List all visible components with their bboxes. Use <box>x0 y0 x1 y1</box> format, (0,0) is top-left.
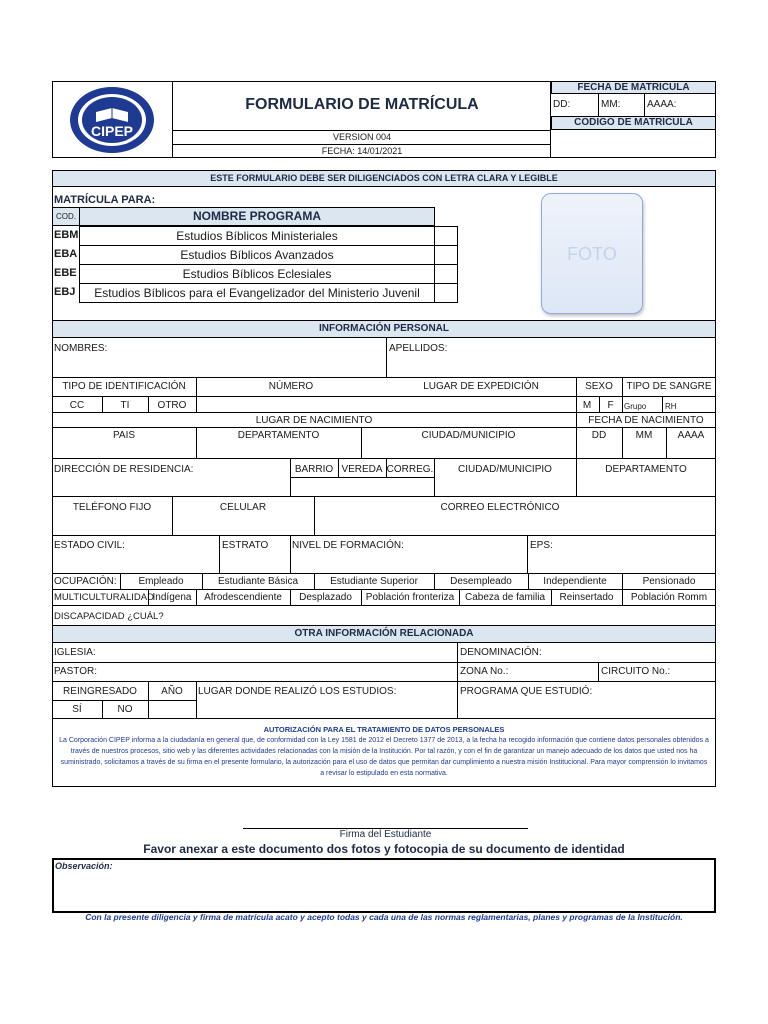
aaaa-divider <box>644 94 645 116</box>
mm-nac-label: MM <box>635 430 653 441</box>
ciudad-label: CIUDAD/MUNICIPIO <box>421 430 516 441</box>
correo-label[interactable]: CORREO ELECTRÓNICO <box>440 502 560 513</box>
photo-label: FOTO <box>567 244 617 264</box>
divider <box>598 663 599 682</box>
matricula-label: MATRÍCULA PARA: <box>54 194 156 206</box>
ocupacion-label: OCUPACIÓN: <box>54 576 117 587</box>
observacion-box[interactable] <box>52 858 716 913</box>
otra-info-header: OTRA INFORMACIÓN RELACIONADA <box>52 625 716 643</box>
aaaa-label: AAAA: <box>647 99 677 110</box>
ciudad2-label[interactable]: CIUDAD/MUNICIPIO <box>458 464 552 475</box>
celular-label[interactable]: CELULAR <box>219 502 267 513</box>
tipo-sangre-label: TIPO DE SANGRE <box>626 381 712 392</box>
program-name: Estudios Bíblicos Eclesiales <box>182 267 332 281</box>
divider <box>662 397 663 413</box>
anio-label: AÑO <box>161 686 183 697</box>
circuito-field[interactable]: CIRCUITO No.: <box>601 666 671 677</box>
divider <box>527 536 528 574</box>
divider <box>386 338 387 378</box>
program-row[interactable] <box>52 264 458 283</box>
tipo-id-label: TIPO DE IDENTIFICACIÓN <box>62 381 186 392</box>
lugar-exp-label: LUGAR DE EXPEDICIÓN <box>423 381 539 392</box>
aaaa-nac-label: AAAA <box>677 430 705 441</box>
barrio-label[interactable]: BARRIO <box>294 464 334 475</box>
no-option[interactable]: NO <box>117 704 133 715</box>
observacion-label: Observación: <box>55 861 113 871</box>
correg-label[interactable]: CORREG. <box>386 464 434 475</box>
numero-label: NÚMERO <box>268 381 314 392</box>
nombres-field[interactable]: NOMBRES: <box>54 343 108 354</box>
denominacion-field[interactable]: DENOMINACIÓN: <box>460 647 542 658</box>
rh-label: RH <box>665 402 677 411</box>
fecha-matricula-header: FECHA DE MATRICULA <box>551 81 716 94</box>
program-name: Estudios Bíblicos Ministeriales <box>176 229 338 243</box>
discapacidad-field[interactable]: DISCAPACIDAD ¿CUÁL? <box>54 611 164 622</box>
row-nombres <box>52 338 716 378</box>
program-name: Estudios Bíblicos para el Evangelizador del Ministerio Juvenil <box>94 286 420 300</box>
zona-field[interactable]: ZONA No.: <box>460 666 509 677</box>
ocupacion-option[interactable]: Estudiante Superior <box>330 576 418 587</box>
autorizacion-title: AUTORIZACIÓN PARA EL TRATAMIENTO DE DATOS PERSONALES <box>263 725 505 734</box>
program-row[interactable] <box>52 226 458 245</box>
program-check[interactable] <box>434 245 458 265</box>
ti-option[interactable]: TI <box>120 400 130 411</box>
notice-bar: ESTE FORMULARIO DEBE SER DILIGENCIADOS CON LETRA CLARA Y LEGIBLE <box>52 170 716 187</box>
logo-text: CIPEP <box>90 123 134 139</box>
multi-option[interactable]: Población fronteriza <box>365 592 455 603</box>
row-iglesia <box>52 643 716 663</box>
multi-option[interactable]: Población Romm <box>630 592 708 603</box>
program-check[interactable] <box>434 283 458 303</box>
cc-option[interactable]: CC <box>69 400 85 411</box>
multi-option[interactable]: Desplazado <box>299 592 352 603</box>
form-title: FORMULARIO DE MATRÍCULA <box>245 96 479 113</box>
program-code: EBE <box>54 267 77 279</box>
direccion-field[interactable]: DIRECCIÓN DE RESIDENCIA: <box>54 464 194 475</box>
fecha-nac-label: FECHA DE NACIMIENTO <box>588 415 704 426</box>
program-code: EBM <box>54 229 79 241</box>
ocupacion-option[interactable]: Desempleado <box>450 576 512 587</box>
nivel-field[interactable]: NIVEL DE FORMACIÓN: <box>292 540 404 551</box>
fecha-label: FECHA: 14/01/2021 <box>321 146 403 156</box>
sexo-label: SEXO <box>585 381 613 392</box>
program-table <box>52 207 458 302</box>
estado-civil-field[interactable]: ESTADO CIVIL: <box>54 540 125 551</box>
barrio-underline <box>290 459 434 478</box>
lugar-nac-label: LUGAR DE NACIMIENTO <box>255 415 373 426</box>
multi-option[interactable]: Afrodescendiente <box>204 592 282 603</box>
firma-label: Firma del Estudiante <box>339 829 432 840</box>
si-option[interactable]: SÍ <box>72 704 82 715</box>
program-code: EBA <box>54 248 78 260</box>
sexo-f-option[interactable]: F <box>607 400 614 411</box>
apellidos-field[interactable]: APELLIDOS: <box>389 343 448 354</box>
cipep-logo <box>68 86 156 154</box>
estrato-field[interactable]: ESTRATO <box>222 540 269 551</box>
multi-option[interactable]: Reinsertado <box>559 592 614 603</box>
ocupacion-option[interactable]: Independiente <box>543 576 607 587</box>
otro-option[interactable]: OTRO <box>157 400 187 411</box>
departamento-label: DEPARTAMENTO <box>237 430 320 441</box>
nombre-header-label: NOMBRE PROGRAMA <box>193 209 321 223</box>
divider <box>290 536 291 574</box>
ocupacion-option[interactable]: Estudiante Básica <box>217 576 299 587</box>
dd-label: DD: <box>553 99 571 110</box>
si-no-line <box>52 700 196 701</box>
lugar-estudios-field[interactable]: LUGAR DONDE REALIZÓ LOS ESTUDIOS: <box>198 686 397 697</box>
eps-field[interactable]: EPS: <box>530 540 553 551</box>
autorizacion-text: La Corporación CIPEP informa a la ciudadanía en general que, de conformidad con la Ley 1581 de 2012 el Decreto 1377 de 2013, a la fecha ha recogido información que contiene datos personales obtenidos a través de nuestros procesos, sitio web y las diferentes actividades relacionadas con la misión de la Institución. Por tal razón, y con el fin de garantizar un manejo adecuado de los datos que usted nos ha suministrado, solicitamos a través de su firma en el presente formulario, la autorización para el uso de datos que permitan dar cumplimiento a nuestra misión Institucional. Para mayor comprensión lo invitamos a revisar lo estipulado en esta normativa. <box>59 737 709 777</box>
iglesia-field[interactable]: IGLESIA: <box>54 647 96 658</box>
divider <box>196 682 197 719</box>
sexo-m-option[interactable]: M <box>582 400 592 411</box>
vereda-label[interactable]: VEREDA <box>341 464 383 475</box>
mm-label: MM: <box>601 99 621 110</box>
divider <box>219 536 220 574</box>
multi-option[interactable]: Indígena <box>152 592 192 603</box>
reingresado-label: REINGRESADO <box>63 686 137 697</box>
grupo-label: Grupo <box>624 402 647 411</box>
title-right-line <box>173 81 551 130</box>
ocupacion-option[interactable]: Pensionado <box>642 576 696 587</box>
program-check[interactable] <box>434 264 458 284</box>
program-code: EBJ <box>54 286 76 298</box>
program-row[interactable] <box>52 245 458 264</box>
multi-option[interactable]: Cabeza de familia <box>464 592 546 603</box>
divider <box>457 682 458 719</box>
mm-divider <box>598 94 599 116</box>
personal-info-header: INFORMACIÓN PERSONAL <box>52 320 716 338</box>
ocupacion-option[interactable]: Empleado <box>138 576 184 587</box>
program-check[interactable] <box>434 226 458 246</box>
depto2-label[interactable]: DEPARTAMENTO <box>605 464 687 475</box>
program-row[interactable] <box>52 283 458 302</box>
final-statement: Con la presente diligencia y firma de matrícula acato y acepto todas y cada una de las normas reglamentarias, planes y programas de la Institución. <box>85 912 683 922</box>
telefono-label[interactable]: TELÉFONO FIJO <box>72 502 152 513</box>
pastor-field[interactable]: PASTOR: <box>54 666 97 677</box>
divider <box>457 643 458 663</box>
program-name: Estudios Bíblicos Avanzados <box>180 248 334 262</box>
dd-nac-label: DD <box>591 430 607 441</box>
version-label: VERSION 004 <box>332 132 392 142</box>
programa-estudio-field[interactable]: PROGRAMA QUE ESTUDIÓ: <box>460 686 593 697</box>
pais-label: PAIS <box>112 430 136 441</box>
anexar-notice: Favor anexar a este documento dos fotos y fotocopia de su documento de identidad <box>143 842 625 856</box>
multi-label: MULTICULTURALIDAD <box>54 592 154 603</box>
divider <box>457 663 458 682</box>
cod-header-label: COD. <box>56 212 76 221</box>
codigo-matricula-header: CODIGO DE MATRÍCULA <box>551 116 716 130</box>
